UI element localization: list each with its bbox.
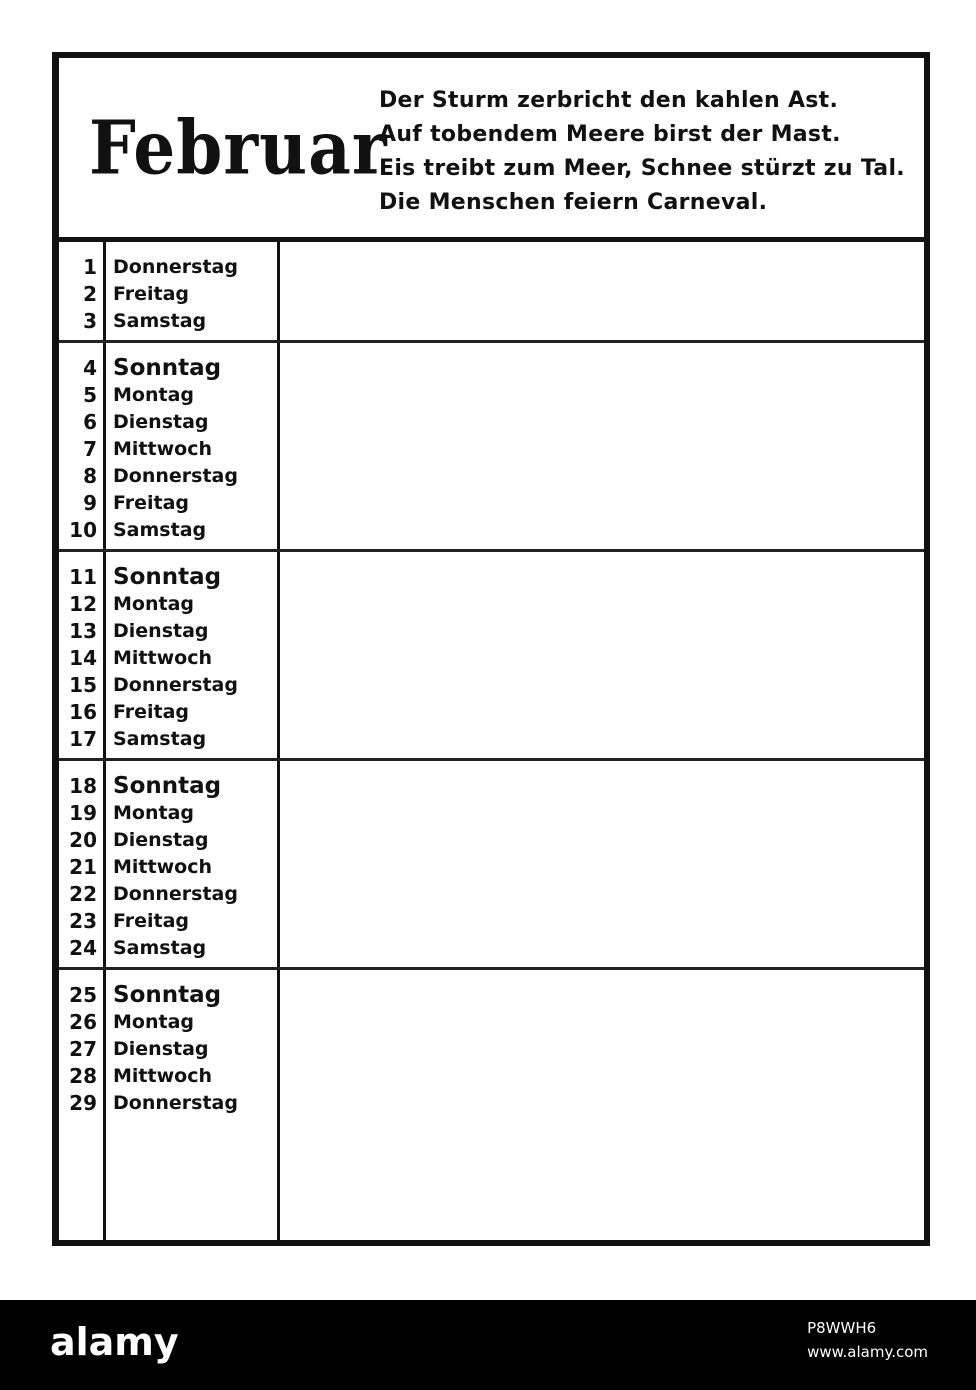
day-row <box>59 409 279 436</box>
day-number: 2 <box>83 282 97 306</box>
day-row <box>59 382 279 409</box>
day-number: 1 <box>83 255 97 279</box>
day-name: Freitag <box>113 701 190 723</box>
day-row <box>59 618 279 645</box>
day-row <box>59 1036 279 1063</box>
day-row <box>59 800 279 827</box>
image-info <box>807 1316 928 1364</box>
day-row <box>59 881 279 908</box>
day-name: Mittwoch <box>113 1065 212 1087</box>
day-number: 19 <box>69 801 97 825</box>
day-number: 10 <box>69 518 97 542</box>
site-url: www.alamy.com <box>807 1343 928 1361</box>
day-name: Montag <box>113 593 194 615</box>
day-row <box>59 564 279 591</box>
week-block <box>59 564 279 753</box>
day-number: 5 <box>83 383 97 407</box>
day-number: 13 <box>69 619 97 643</box>
day-name: Dienstag <box>113 411 209 433</box>
month-header <box>59 58 924 242</box>
week-separator <box>59 549 924 552</box>
day-name: Mittwoch <box>113 438 212 460</box>
watermark-footer <box>0 1300 976 1390</box>
day-row <box>59 254 279 281</box>
day-number: 18 <box>69 774 97 798</box>
day-name: Montag <box>113 1011 194 1033</box>
day-name: Sonntag <box>113 564 222 590</box>
day-name: Freitag <box>113 492 190 514</box>
day-name: Montag <box>113 384 194 406</box>
calendar-frame <box>52 52 930 1246</box>
day-number: 17 <box>69 727 97 751</box>
day-row <box>59 726 279 753</box>
week-separator <box>59 758 924 761</box>
day-row <box>59 935 279 962</box>
week-block <box>59 254 279 335</box>
day-row <box>59 463 279 490</box>
day-row <box>59 672 279 699</box>
day-name: Donnerstag <box>113 674 238 696</box>
day-name: Samstag <box>113 310 207 332</box>
day-name: Montag <box>113 802 194 824</box>
month-verse <box>379 84 905 220</box>
day-name: Dienstag <box>113 620 209 642</box>
day-name: Freitag <box>113 283 190 305</box>
day-number: 23 <box>69 909 97 933</box>
day-row <box>59 308 279 335</box>
day-name: Dienstag <box>113 1038 209 1060</box>
verse-line: Eis treibt zum Meer, Schnee stürzt zu Tal. <box>379 156 905 181</box>
day-number: 27 <box>69 1037 97 1061</box>
day-number: 21 <box>69 855 97 879</box>
day-name: Sonntag <box>113 773 222 799</box>
week-separator <box>59 340 924 343</box>
day-row <box>59 1090 279 1117</box>
brand-logo: alamy <box>50 1320 179 1364</box>
day-name: Mittwoch <box>113 647 212 669</box>
day-name: Donnerstag <box>113 256 238 278</box>
day-number: 24 <box>69 936 97 960</box>
day-name: Sonntag <box>113 982 222 1008</box>
day-row <box>59 1063 279 1090</box>
day-row <box>59 854 279 881</box>
day-row <box>59 490 279 517</box>
day-name: Donnerstag <box>113 465 238 487</box>
day-row <box>59 1009 279 1036</box>
day-number: 29 <box>69 1091 97 1115</box>
day-number: 7 <box>83 437 97 461</box>
day-number: 12 <box>69 592 97 616</box>
day-number: 11 <box>69 565 97 589</box>
day-number: 28 <box>69 1064 97 1088</box>
day-name: Sonntag <box>113 355 222 381</box>
day-number: 9 <box>83 491 97 515</box>
day-row <box>59 827 279 854</box>
day-number: 8 <box>83 464 97 488</box>
week-block <box>59 982 279 1117</box>
day-row <box>59 699 279 726</box>
day-row <box>59 436 279 463</box>
day-number: 4 <box>83 356 97 380</box>
day-name: Samstag <box>113 728 207 750</box>
day-name: Dienstag <box>113 829 209 851</box>
day-row <box>59 773 279 800</box>
day-row <box>59 982 279 1009</box>
day-name: Donnerstag <box>113 883 238 905</box>
image-id: P8WWH6 <box>807 1319 877 1337</box>
day-number: 15 <box>69 673 97 697</box>
day-number: 20 <box>69 828 97 852</box>
day-name: Donnerstag <box>113 1092 238 1114</box>
day-row <box>59 281 279 308</box>
day-number: 14 <box>69 646 97 670</box>
week-separator <box>59 967 924 970</box>
day-number: 26 <box>69 1010 97 1034</box>
day-number: 22 <box>69 882 97 906</box>
month-title: Februar <box>89 104 388 192</box>
day-row <box>59 591 279 618</box>
day-name: Samstag <box>113 937 207 959</box>
day-grid <box>59 242 924 1240</box>
week-block <box>59 773 279 962</box>
day-number: 25 <box>69 983 97 1007</box>
day-row <box>59 517 279 544</box>
verse-line: Der Sturm zerbricht den kahlen Ast. <box>379 88 839 113</box>
day-number: 3 <box>83 309 97 333</box>
day-name: Mittwoch <box>113 856 212 878</box>
verse-line: Auf tobendem Meere birst der Mast. <box>379 122 841 147</box>
day-name: Freitag <box>113 910 190 932</box>
day-name: Samstag <box>113 519 207 541</box>
day-number: 6 <box>83 410 97 434</box>
day-row <box>59 908 279 935</box>
day-row <box>59 355 279 382</box>
day-number: 16 <box>69 700 97 724</box>
day-row <box>59 645 279 672</box>
week-block <box>59 355 279 544</box>
verse-line: Die Menschen feiern Carneval. <box>379 190 768 215</box>
